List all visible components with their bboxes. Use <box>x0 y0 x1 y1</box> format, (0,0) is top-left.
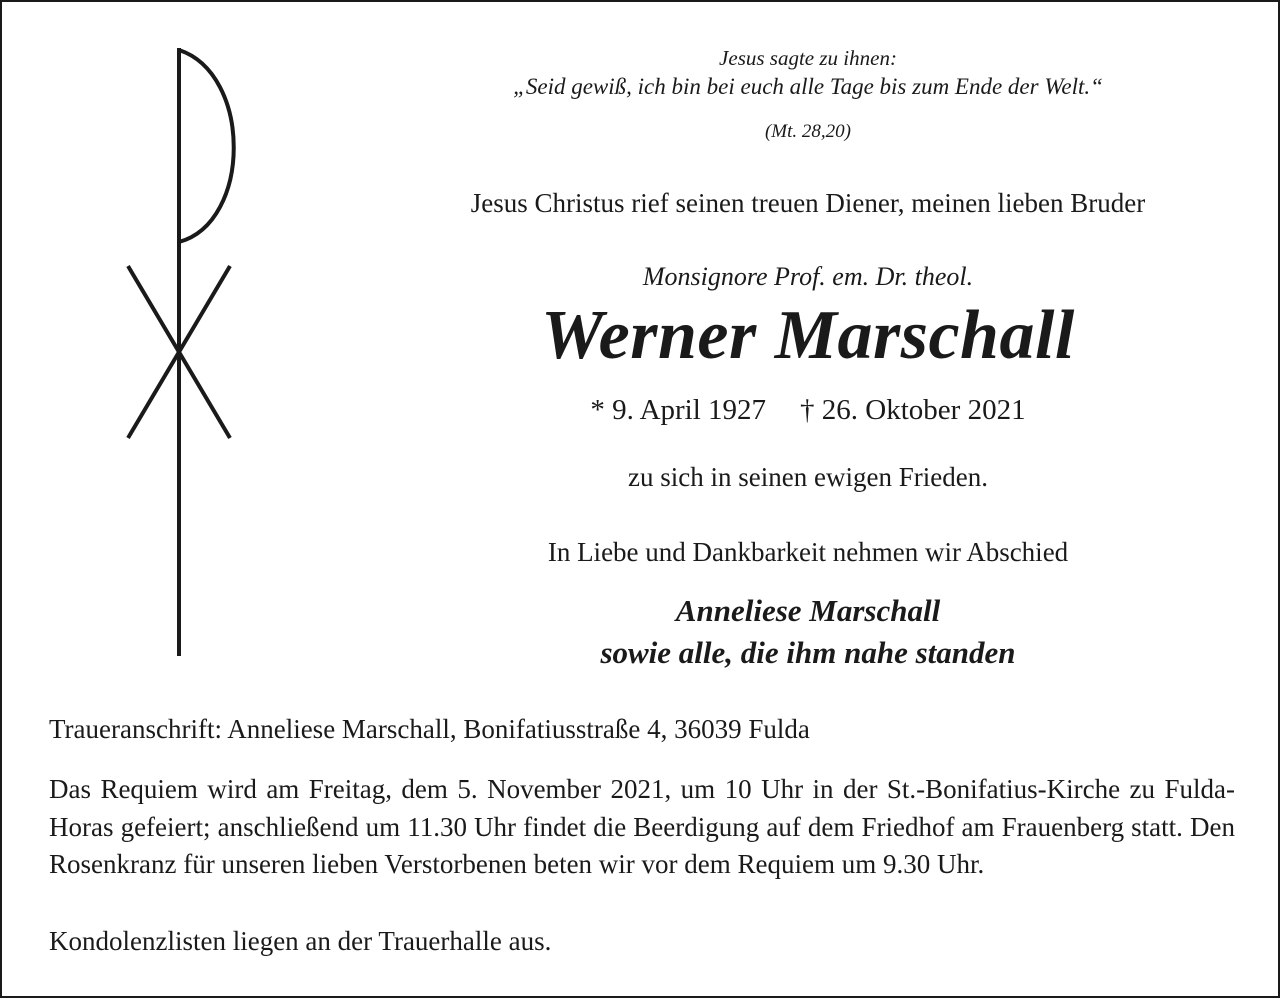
death-date: † 26. Oktober 2021 <box>800 394 1026 426</box>
farewell-line: In Liebe und Dankbarkeit nehmen wir Abschied <box>547 537 1069 567</box>
honorific-title: Monsignore Prof. em. Dr. theol. <box>642 262 974 291</box>
deceased-name: Werner Marschall <box>541 297 1075 374</box>
announcement-line: Jesus Christus rief seinen treuen Diener, meinen lieben Bruder <box>470 188 1146 218</box>
mourner-name: Anneliese Marschall <box>675 593 941 628</box>
mourner-others: sowie alle, die ihm nahe standen <box>600 635 1016 670</box>
chi-rho-icon <box>124 44 236 658</box>
mourning-address: Traueranschrift: Anneliese Marschall, Bonifatiusstraße 4, 36039 Fulda <box>49 714 810 744</box>
quote-reference: (Mt. 28,20) <box>764 121 851 142</box>
requiem-details: Das Requiem wird am Freitag, dem 5. November 2021, um 10 Uhr in der St.-Bonifatius-Kirche zu Fulda-Horas gefeiert; anschließend um 11.30 Uhr findet die Beerdigung auf dem Friedhof am Frauenberg statt. Den Rosenkranz für unseren lieben Verstorbenen beten wir vor dem Requiem um 9.30 Uhr. <box>49 774 1235 879</box>
quote-intro: Jesus sagte zu ihnen: <box>719 46 897 70</box>
life-dates <box>382 394 1234 427</box>
peace-line: zu sich in seinen ewigen Frieden. <box>628 462 988 492</box>
birth-date: * 9. April 1927 <box>590 394 767 426</box>
quote-text: „Seid gewiß, ich bin bei euch alle Tage bis zum Ende der Welt.“ <box>513 74 1103 99</box>
condolence-note: Kondolenzlisten liegen an der Trauerhalle aus. <box>49 926 552 956</box>
